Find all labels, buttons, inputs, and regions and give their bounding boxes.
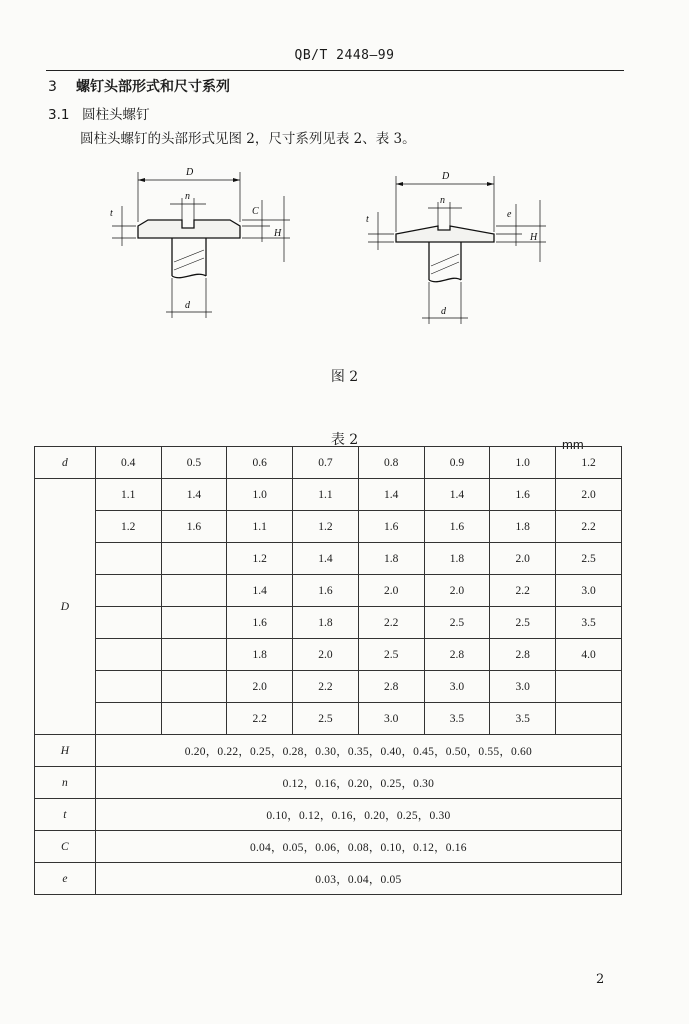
table-row-D: [35, 575, 622, 607]
d-value-cell: 0.7: [293, 447, 359, 479]
D-value-cell: 1.6: [227, 607, 293, 639]
D-value-cell: 1.4: [161, 479, 227, 511]
figure-2-drawing: [0, 160, 689, 360]
table-row-D: [35, 479, 622, 511]
D-value-cell: 1.2: [293, 511, 359, 543]
subsection-heading: [48, 103, 150, 123]
D-value-cell: 3.0: [556, 575, 622, 607]
section-number: 3: [48, 79, 57, 95]
D-value-cell: 2.5: [424, 607, 490, 639]
d-value-cell: 0.4: [95, 447, 161, 479]
right-label-D: D: [442, 171, 450, 182]
D-value-cell: 2.0: [424, 575, 490, 607]
D-value-cell: 1.8: [293, 607, 359, 639]
D-value-cell: [161, 671, 227, 703]
right-screw-drawing: [368, 176, 546, 324]
param-values-cell: 0.03，0.04，0.05: [95, 863, 621, 895]
d-value-cell: 1.2: [556, 447, 622, 479]
D-value-cell: 2.5: [556, 543, 622, 575]
table-row-C: [35, 831, 622, 863]
row-label-t: t: [35, 799, 96, 831]
D-value-cell: 1.8: [358, 543, 424, 575]
left-label-C: C: [252, 206, 259, 217]
D-value-cell: 1.4: [227, 575, 293, 607]
table-row-D: [35, 511, 622, 543]
table-row-n: [35, 767, 622, 799]
D-value-cell: 2.0: [358, 575, 424, 607]
row-label-e: e: [35, 863, 96, 895]
section-title: 螺钉头部形式和尺寸系列: [76, 79, 230, 95]
left-screw-drawing: [112, 172, 290, 318]
D-value-cell: 2.5: [293, 703, 359, 735]
D-value-cell: 3.0: [424, 671, 490, 703]
D-value-cell: [161, 639, 227, 671]
left-label-H: H: [274, 228, 282, 239]
table-row-D: [35, 639, 622, 671]
D-value-cell: [95, 575, 161, 607]
D-value-cell: 2.0: [293, 639, 359, 671]
D-value-cell: 3.0: [490, 671, 556, 703]
page-number: 2: [596, 972, 605, 987]
D-value-cell: 1.8: [227, 639, 293, 671]
D-value-cell: 1.6: [424, 511, 490, 543]
right-label-d: d: [441, 306, 446, 317]
D-value-cell: [95, 607, 161, 639]
D-value-cell: 1.6: [293, 575, 359, 607]
document-header: QB/T 2448—99: [294, 48, 395, 63]
D-value-cell: [95, 671, 161, 703]
table-row-D: [35, 671, 622, 703]
D-value-cell: 1.4: [424, 479, 490, 511]
d-value-cell: 0.6: [227, 447, 293, 479]
right-label-H: H: [530, 232, 538, 243]
subsection-number: 3.1: [48, 107, 70, 123]
D-value-cell: 2.8: [424, 639, 490, 671]
D-value-cell: 2.5: [358, 639, 424, 671]
table-caption: 表 2: [330, 432, 359, 448]
D-value-cell: 3.5: [424, 703, 490, 735]
table-row-D: [35, 703, 622, 735]
D-value-cell: 1.4: [293, 543, 359, 575]
D-value-cell: 2.0: [227, 671, 293, 703]
D-value-cell: 2.2: [227, 703, 293, 735]
right-label-t: t: [366, 214, 369, 225]
left-label-n: n: [185, 191, 190, 202]
table-row-e: [35, 863, 622, 895]
D-value-cell: [161, 543, 227, 575]
D-value-cell: [95, 543, 161, 575]
row-label-C: C: [35, 831, 96, 863]
row-label-H: H: [35, 735, 96, 767]
D-value-cell: [95, 703, 161, 735]
left-label-D: D: [186, 167, 194, 178]
row-label-n: n: [35, 767, 96, 799]
D-value-cell: [95, 639, 161, 671]
D-value-cell: 2.5: [490, 607, 556, 639]
D-value-cell: 1.6: [161, 511, 227, 543]
table-body: [35, 447, 622, 895]
param-values-cell: 0.10，0.12，0.16，0.20，0.25，0.30: [95, 799, 621, 831]
d-value-cell: 0.5: [161, 447, 227, 479]
table-row-D: [35, 543, 622, 575]
D-value-cell: [161, 607, 227, 639]
D-value-cell: 2.0: [490, 543, 556, 575]
right-label-e: e: [507, 209, 512, 220]
d-value-cell: 1.0: [490, 447, 556, 479]
row-label-D: D: [35, 479, 96, 735]
table-2: [34, 446, 622, 895]
D-value-cell: 1.2: [95, 511, 161, 543]
D-value-cell: [161, 703, 227, 735]
D-value-cell: 2.0: [556, 479, 622, 511]
table-row-D: [35, 607, 622, 639]
param-values-cell: 0.04，0.05，0.06，0.08，0.10，0.12，0.16: [95, 831, 621, 863]
left-label-d: d: [185, 300, 190, 311]
D-value-cell: [556, 703, 622, 735]
header-rule: [46, 70, 624, 71]
D-value-cell: 1.1: [95, 479, 161, 511]
D-value-cell: 2.2: [490, 575, 556, 607]
D-value-cell: 4.0: [556, 639, 622, 671]
D-value-cell: 2.8: [358, 671, 424, 703]
d-value-cell: 0.8: [358, 447, 424, 479]
D-value-cell: 2.2: [556, 511, 622, 543]
D-value-cell: 2.2: [293, 671, 359, 703]
D-value-cell: 3.0: [358, 703, 424, 735]
table-row-d: [35, 447, 622, 479]
D-value-cell: [161, 575, 227, 607]
figure-caption: 图 2: [330, 369, 359, 385]
D-value-cell: 1.2: [227, 543, 293, 575]
D-value-cell: 2.8: [490, 639, 556, 671]
left-label-t: t: [110, 208, 113, 219]
section-heading: [48, 76, 230, 96]
D-value-cell: 2.2: [358, 607, 424, 639]
table-row-H: [35, 735, 622, 767]
D-value-cell: 1.6: [358, 511, 424, 543]
D-value-cell: [556, 671, 622, 703]
D-value-cell: 3.5: [490, 703, 556, 735]
param-values-cell: 0.12，0.16，0.20，0.25，0.30: [95, 767, 621, 799]
D-value-cell: 1.6: [490, 479, 556, 511]
row-label-d: d: [35, 447, 96, 479]
D-value-cell: 1.8: [490, 511, 556, 543]
D-value-cell: 1.4: [358, 479, 424, 511]
right-label-n: n: [440, 195, 445, 206]
D-value-cell: 3.5: [556, 607, 622, 639]
D-value-cell: 1.1: [293, 479, 359, 511]
d-value-cell: 0.9: [424, 447, 490, 479]
D-value-cell: 1.8: [424, 543, 490, 575]
param-values-cell: 0.20，0.22，0.25，0.28，0.30，0.35，0.40，0.45，0.50，0.55，0.60: [95, 735, 621, 767]
table-unit: mm: [562, 437, 584, 452]
body-paragraph: 圆柱头螺钉的头部形式见图 2，尺寸系列见表 2、表 3。: [80, 131, 416, 147]
table-row-t: [35, 799, 622, 831]
subsection-title: 圆柱头螺钉: [82, 107, 150, 123]
D-value-cell: 1.1: [227, 511, 293, 543]
D-value-cell: 1.0: [227, 479, 293, 511]
